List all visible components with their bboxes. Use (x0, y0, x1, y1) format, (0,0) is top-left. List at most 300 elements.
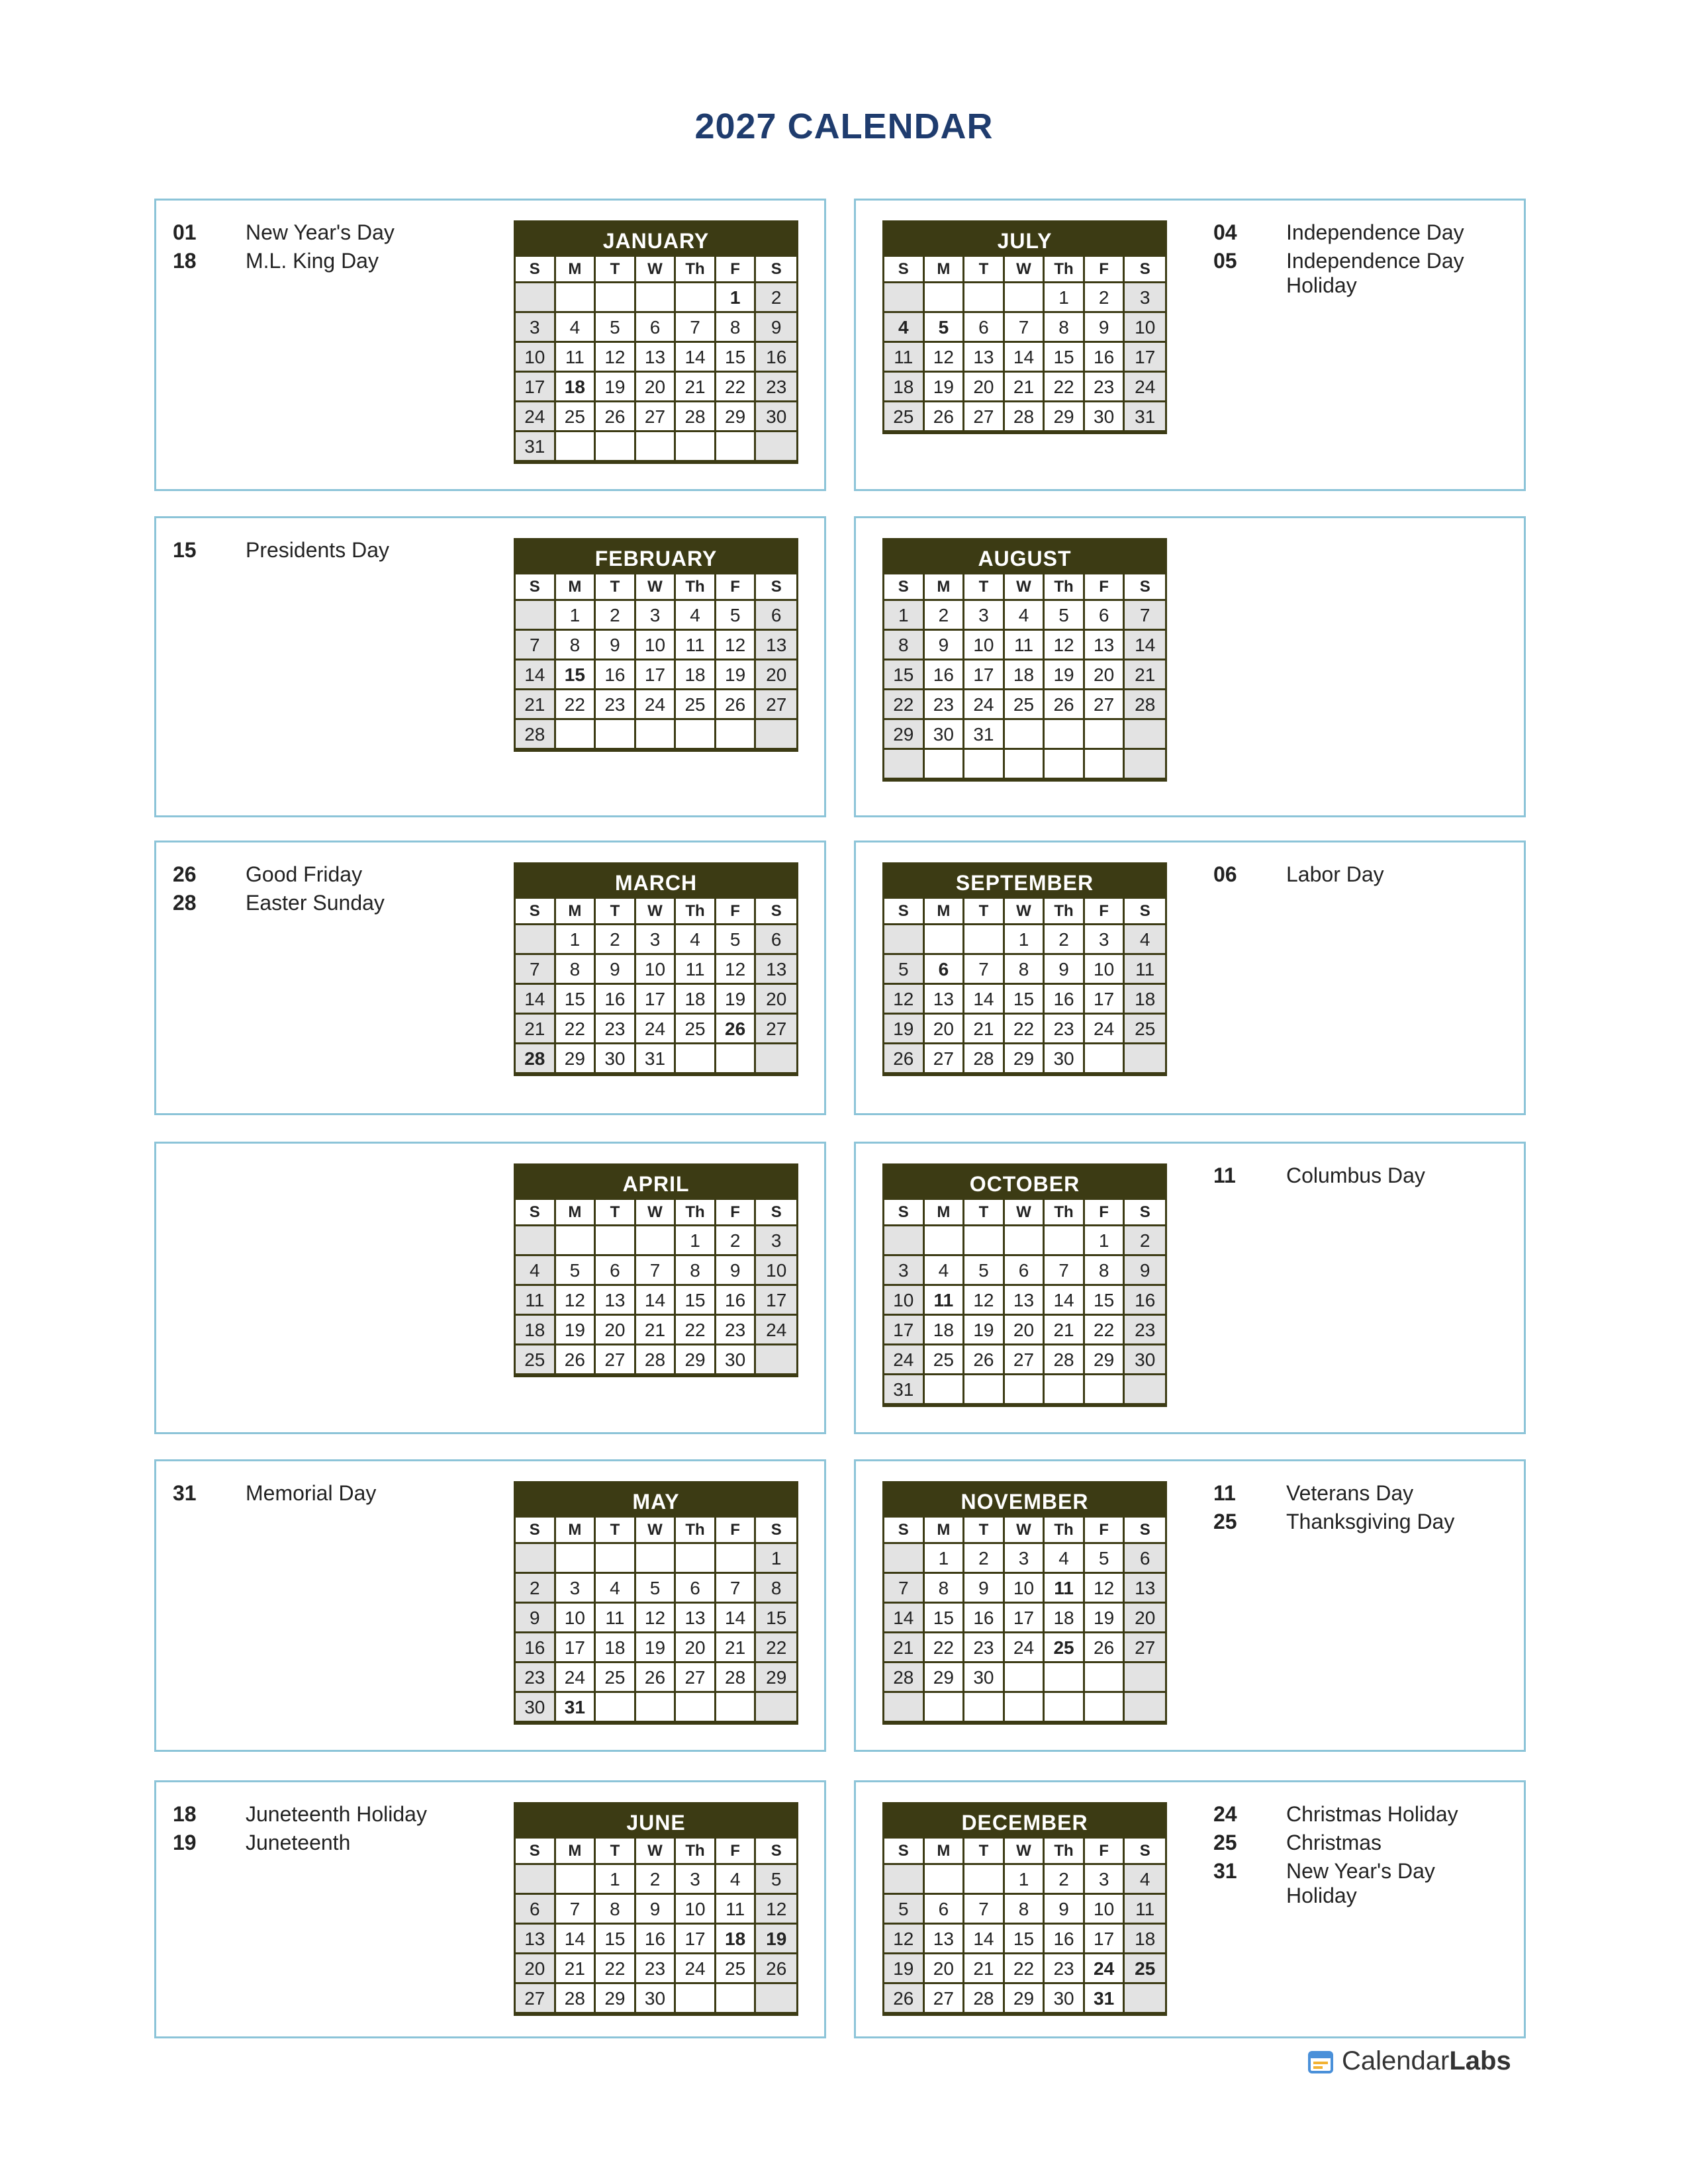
holiday-name: Juneteenth (246, 1831, 351, 1854)
day-cell: 21 (636, 1316, 677, 1345)
day-cell: 5 (1045, 601, 1085, 631)
day-cell: 26 (884, 1044, 925, 1074)
holiday-name: New Year's Day (246, 220, 395, 244)
weekday-label: S (516, 257, 556, 283)
holiday-date: 18 (173, 249, 197, 273)
month-grid-april (514, 1163, 798, 1377)
day-cell: 2 (1045, 1865, 1085, 1895)
empty-day-cell (1085, 720, 1125, 750)
day-cell: 19 (884, 1015, 925, 1044)
day-cell: 15 (1005, 1925, 1045, 1954)
day-cell: 13 (925, 985, 965, 1015)
day-cell: 29 (556, 1044, 596, 1074)
day-cell: 5 (716, 925, 757, 955)
day-cell: 15 (1005, 985, 1045, 1015)
empty-day-cell (1005, 720, 1045, 750)
weekday-label: F (1085, 899, 1125, 925)
weekday-label: S (884, 574, 925, 601)
weekday-label: F (716, 1518, 757, 1544)
day-cell: 2 (1045, 925, 1085, 955)
empty-day-cell (1045, 1693, 1085, 1723)
holiday-name: Independence Day Holiday (1286, 249, 1464, 297)
weekday-label: Th (676, 1200, 716, 1226)
day-cell: 22 (1005, 1015, 1045, 1044)
empty-day-cell (756, 1693, 796, 1723)
day-cell: 6 (1125, 1544, 1165, 1574)
empty-day-cell (516, 1865, 556, 1895)
day-cell: 10 (636, 631, 677, 660)
empty-day-cell (716, 1544, 757, 1574)
day-cell: 8 (925, 1574, 965, 1604)
holiday-item (173, 538, 464, 563)
day-cell: 30 (636, 1984, 677, 2014)
day-cell: 5 (756, 1865, 796, 1895)
empty-day-cell (1045, 1375, 1085, 1405)
day-cell: 15 (556, 985, 596, 1015)
day-cell: 16 (596, 985, 636, 1015)
day-cell: 14 (556, 1925, 596, 1954)
day-cell: 16 (756, 343, 796, 373)
day-cell: 17 (884, 1316, 925, 1345)
day-cell: 27 (1125, 1633, 1165, 1663)
holiday-list (1213, 220, 1505, 302)
day-cell: 26 (1085, 1633, 1125, 1663)
day-cell: 9 (596, 955, 636, 985)
weekday-label: S (756, 899, 796, 925)
day-cell: 11 (1045, 1574, 1085, 1604)
month-panel-may (154, 1459, 826, 1752)
day-cell: 17 (964, 660, 1005, 690)
day-cell: 9 (1045, 1895, 1085, 1925)
day-cell: 20 (756, 660, 796, 690)
weekday-label: Th (1045, 1839, 1085, 1865)
month-panel-november (854, 1459, 1526, 1752)
weekday-label: M (925, 574, 965, 601)
day-cell: 27 (516, 1984, 556, 2014)
day-cell: 28 (676, 402, 716, 432)
day-cell: 17 (1125, 343, 1165, 373)
weekday-label: M (925, 257, 965, 283)
holiday-item (173, 862, 464, 887)
empty-day-cell (884, 1865, 925, 1895)
day-cell: 17 (556, 1633, 596, 1663)
day-cell: 20 (1125, 1604, 1165, 1633)
holiday-date: 31 (1213, 1859, 1237, 1883)
weekday-label: W (636, 899, 677, 925)
holiday-item (173, 249, 464, 273)
day-cell: 18 (925, 1316, 965, 1345)
weekday-label: S (516, 1518, 556, 1544)
day-cell: 28 (884, 1663, 925, 1693)
holiday-date: 06 (1213, 862, 1237, 886)
empty-day-cell (756, 1044, 796, 1074)
day-cell: 6 (756, 601, 796, 631)
day-cell: 31 (884, 1375, 925, 1405)
day-cell: 1 (596, 1865, 636, 1895)
day-cell: 1 (925, 1544, 965, 1574)
empty-day-cell (884, 925, 925, 955)
weekday-label: M (556, 1518, 596, 1544)
weekday-label: F (1085, 1518, 1125, 1544)
day-cell: 3 (884, 1256, 925, 1286)
month-grid-march (514, 862, 798, 1076)
day-cell: 5 (596, 313, 636, 343)
day-cell: 3 (1125, 283, 1165, 313)
weekday-label: S (756, 1839, 796, 1865)
day-cell: 9 (925, 631, 965, 660)
holiday-date: 05 (1213, 249, 1237, 273)
day-cell: 23 (1085, 373, 1125, 402)
empty-day-cell (1125, 1693, 1165, 1723)
day-cell: 14 (964, 1925, 1005, 1954)
empty-day-cell (676, 432, 716, 462)
day-cell: 23 (756, 373, 796, 402)
month-title: MAY (516, 1483, 796, 1518)
weekday-label: M (556, 1839, 596, 1865)
day-cell: 27 (756, 1015, 796, 1044)
weekday-label: T (596, 1200, 636, 1226)
empty-day-cell (556, 720, 596, 750)
day-cell: 8 (556, 955, 596, 985)
day-cell: 30 (1125, 1345, 1165, 1375)
day-cell: 17 (636, 985, 677, 1015)
day-cell: 21 (1005, 373, 1045, 402)
month-grid-september (882, 862, 1167, 1076)
empty-day-cell (925, 1226, 965, 1256)
day-cell: 9 (1085, 313, 1125, 343)
day-cell: 2 (964, 1544, 1005, 1574)
month-title: MARCH (516, 864, 796, 899)
holiday-item (173, 1831, 464, 1855)
day-cell: 28 (516, 720, 556, 750)
day-cell: 30 (925, 720, 965, 750)
day-cell: 24 (556, 1663, 596, 1693)
day-cell: 18 (884, 373, 925, 402)
brand-name-bold: Labs (1449, 2046, 1511, 2075)
day-cell: 9 (636, 1895, 677, 1925)
day-cell: 27 (925, 1984, 965, 2014)
day-cell: 16 (716, 1286, 757, 1316)
day-cell: 22 (716, 373, 757, 402)
month-title: NOVEMBER (884, 1483, 1165, 1518)
empty-day-cell (676, 720, 716, 750)
day-cell: 7 (676, 313, 716, 343)
day-cell: 6 (516, 1895, 556, 1925)
day-cell: 4 (1125, 1865, 1165, 1895)
day-cell: 11 (925, 1286, 965, 1316)
day-cell: 21 (964, 1015, 1005, 1044)
month-title: APRIL (516, 1165, 796, 1200)
day-cell: 10 (516, 343, 556, 373)
empty-day-cell (716, 1984, 757, 2014)
day-cell: 16 (1045, 985, 1085, 1015)
weekday-label: F (716, 257, 757, 283)
weekday-label: T (596, 1839, 636, 1865)
holiday-list (173, 220, 464, 277)
holiday-name: Juneteenth Holiday (246, 1802, 427, 1826)
empty-day-cell (964, 750, 1005, 780)
holiday-date: 04 (1213, 220, 1237, 244)
holiday-name: Christmas Holiday (1286, 1802, 1458, 1826)
empty-day-cell (1005, 1663, 1045, 1693)
weekday-label: M (925, 1518, 965, 1544)
empty-day-cell (925, 1693, 965, 1723)
day-cell: 19 (716, 985, 757, 1015)
day-cell: 31 (516, 432, 556, 462)
empty-day-cell (964, 283, 1005, 313)
day-cell: 25 (556, 402, 596, 432)
day-cell: 29 (1005, 1984, 1045, 2014)
day-cell: 15 (1045, 343, 1085, 373)
day-cell: 19 (1085, 1604, 1125, 1633)
weekday-label: S (516, 1200, 556, 1226)
weekday-label: F (1085, 1200, 1125, 1226)
day-cell: 25 (1125, 1954, 1165, 1984)
empty-day-cell (636, 1226, 677, 1256)
empty-day-cell (964, 1693, 1005, 1723)
day-cell: 24 (756, 1316, 796, 1345)
day-cell: 15 (884, 660, 925, 690)
day-cell: 2 (636, 1865, 677, 1895)
day-cell: 25 (516, 1345, 556, 1375)
day-cell: 8 (716, 313, 757, 343)
day-cell: 8 (884, 631, 925, 660)
weekday-label: S (516, 574, 556, 601)
holiday-item (1213, 220, 1505, 245)
empty-day-cell (556, 1865, 596, 1895)
day-cell: 17 (676, 1925, 716, 1954)
day-cell: 24 (884, 1345, 925, 1375)
day-cell: 29 (676, 1345, 716, 1375)
day-cell: 30 (516, 1693, 556, 1723)
day-cell: 20 (1005, 1316, 1045, 1345)
day-cell: 30 (964, 1663, 1005, 1693)
day-cell: 2 (925, 601, 965, 631)
day-cell: 17 (756, 1286, 796, 1316)
weekday-label: S (1125, 1839, 1165, 1865)
weekday-label: Th (1045, 1200, 1085, 1226)
weekday-label: S (1125, 899, 1165, 925)
day-cell: 30 (1045, 1984, 1085, 2014)
day-cell: 1 (556, 601, 596, 631)
day-cell: 4 (556, 313, 596, 343)
weekday-label: T (964, 899, 1005, 925)
day-cell: 31 (1085, 1984, 1125, 2014)
day-cell: 16 (1045, 1925, 1085, 1954)
day-cell: 30 (1085, 402, 1125, 432)
day-cell: 16 (636, 1925, 677, 1954)
weekday-label: S (1125, 1200, 1165, 1226)
day-cell: 26 (756, 1954, 796, 1984)
empty-day-cell (1085, 1693, 1125, 1723)
day-cell: 13 (925, 1925, 965, 1954)
day-cell: 6 (925, 955, 965, 985)
day-cell: 23 (596, 1015, 636, 1044)
weekday-label: M (556, 257, 596, 283)
day-cell: 1 (1045, 283, 1085, 313)
weekday-label: W (1005, 257, 1045, 283)
day-cell: 19 (1045, 660, 1085, 690)
day-cell: 6 (964, 313, 1005, 343)
day-cell: 26 (596, 402, 636, 432)
holiday-list (1213, 1163, 1505, 1192)
day-cell: 10 (636, 955, 677, 985)
day-cell: 8 (1005, 955, 1045, 985)
day-cell: 25 (716, 1954, 757, 1984)
day-cell: 31 (964, 720, 1005, 750)
day-cell: 28 (556, 1984, 596, 2014)
holiday-list (1213, 862, 1505, 891)
holiday-list (1213, 1481, 1505, 1538)
day-cell: 30 (1045, 1044, 1085, 1074)
day-cell: 12 (596, 343, 636, 373)
day-cell: 9 (1125, 1256, 1165, 1286)
weekday-label: S (756, 1200, 796, 1226)
day-cell: 3 (1085, 1865, 1125, 1895)
day-cell: 25 (884, 402, 925, 432)
day-cell: 7 (516, 955, 556, 985)
day-cell: 3 (516, 313, 556, 343)
day-cell: 9 (716, 1256, 757, 1286)
month-grid-december (882, 1802, 1167, 2016)
day-cell: 12 (1045, 631, 1085, 660)
day-cell: 13 (1005, 1286, 1045, 1316)
holiday-item (1213, 1831, 1505, 1855)
day-cell: 23 (1045, 1015, 1085, 1044)
weekday-label: S (1125, 257, 1165, 283)
day-cell: 7 (1125, 601, 1165, 631)
day-cell: 7 (716, 1574, 757, 1604)
day-cell: 5 (964, 1256, 1005, 1286)
weekday-label: W (1005, 1518, 1045, 1544)
weekday-label: Th (1045, 1518, 1085, 1544)
holiday-list (173, 862, 464, 919)
day-cell: 27 (636, 402, 677, 432)
empty-day-cell (676, 1984, 716, 2014)
weekday-label: F (1085, 257, 1125, 283)
weekday-label: F (1085, 574, 1125, 601)
holiday-date: 28 (173, 891, 197, 915)
month-title: JUNE (516, 1804, 796, 1839)
weekday-label: M (556, 574, 596, 601)
weekday-label: Th (676, 1839, 716, 1865)
day-cell: 14 (964, 985, 1005, 1015)
day-cell: 19 (884, 1954, 925, 1984)
weekday-label: Th (1045, 899, 1085, 925)
day-cell: 25 (596, 1663, 636, 1693)
empty-day-cell (756, 432, 796, 462)
empty-day-cell (1085, 1375, 1125, 1405)
day-cell: 7 (964, 1895, 1005, 1925)
day-cell: 13 (756, 631, 796, 660)
brand-logo[interactable] (1307, 2046, 1511, 2076)
day-cell: 3 (636, 601, 677, 631)
day-cell: 26 (964, 1345, 1005, 1375)
day-cell: 6 (925, 1895, 965, 1925)
holiday-item (1213, 1510, 1505, 1534)
empty-day-cell (716, 432, 757, 462)
weekday-label: S (756, 1518, 796, 1544)
day-cell: 8 (756, 1574, 796, 1604)
holiday-name: Columbus Day (1286, 1163, 1425, 1187)
day-cell: 15 (716, 343, 757, 373)
day-cell: 26 (716, 1015, 757, 1044)
day-cell: 12 (884, 985, 925, 1015)
empty-day-cell (1125, 1044, 1165, 1074)
day-cell: 10 (1085, 955, 1125, 985)
day-cell: 17 (516, 373, 556, 402)
day-cell: 27 (756, 690, 796, 720)
day-cell: 6 (1005, 1256, 1045, 1286)
day-cell: 25 (676, 690, 716, 720)
day-cell: 4 (676, 601, 716, 631)
day-cell: 14 (1045, 1286, 1085, 1316)
empty-day-cell (636, 1693, 677, 1723)
day-cell: 18 (676, 985, 716, 1015)
weekday-label: M (925, 1839, 965, 1865)
weekday-label: M (556, 1200, 596, 1226)
day-cell: 27 (676, 1663, 716, 1693)
empty-day-cell (925, 1375, 965, 1405)
day-cell: 21 (1045, 1316, 1085, 1345)
holiday-name: Labor Day (1286, 862, 1384, 886)
day-cell: 23 (964, 1633, 1005, 1663)
day-cell: 21 (556, 1954, 596, 1984)
day-cell: 22 (884, 690, 925, 720)
month-panel-july (854, 199, 1526, 491)
day-cell: 2 (1125, 1226, 1165, 1256)
day-cell: 12 (925, 343, 965, 373)
weekday-label: W (1005, 1200, 1045, 1226)
holiday-item (173, 220, 464, 245)
day-cell: 3 (756, 1226, 796, 1256)
day-cell: 22 (596, 1954, 636, 1984)
day-cell: 16 (1085, 343, 1125, 373)
day-cell: 1 (756, 1544, 796, 1574)
weekday-label: T (596, 1518, 636, 1544)
day-cell: 12 (756, 1895, 796, 1925)
day-cell: 27 (925, 1044, 965, 1074)
day-cell: 22 (925, 1633, 965, 1663)
weekday-label: Th (1045, 257, 1085, 283)
day-cell: 13 (964, 343, 1005, 373)
empty-day-cell (925, 1865, 965, 1895)
weekday-label: T (964, 1200, 1005, 1226)
day-cell: 21 (884, 1633, 925, 1663)
day-cell: 16 (516, 1633, 556, 1663)
holiday-name: Independence Day (1286, 220, 1464, 244)
day-cell: 19 (964, 1316, 1005, 1345)
empty-day-cell (596, 1226, 636, 1256)
day-cell: 4 (1005, 601, 1045, 631)
day-cell: 27 (1005, 1345, 1045, 1375)
day-cell: 30 (716, 1345, 757, 1375)
day-cell: 3 (1005, 1544, 1045, 1574)
day-cell: 24 (964, 690, 1005, 720)
day-cell: 3 (556, 1574, 596, 1604)
month-grid-october (882, 1163, 1167, 1407)
day-cell: 7 (1005, 313, 1045, 343)
day-cell: 4 (884, 313, 925, 343)
empty-day-cell (1045, 1226, 1085, 1256)
day-cell: 29 (1085, 1345, 1125, 1375)
day-cell: 13 (676, 1604, 716, 1633)
day-cell: 2 (516, 1574, 556, 1604)
month-grid-june (514, 1802, 798, 2016)
empty-day-cell (716, 1044, 757, 1074)
day-cell: 18 (1005, 660, 1045, 690)
empty-day-cell (925, 925, 965, 955)
